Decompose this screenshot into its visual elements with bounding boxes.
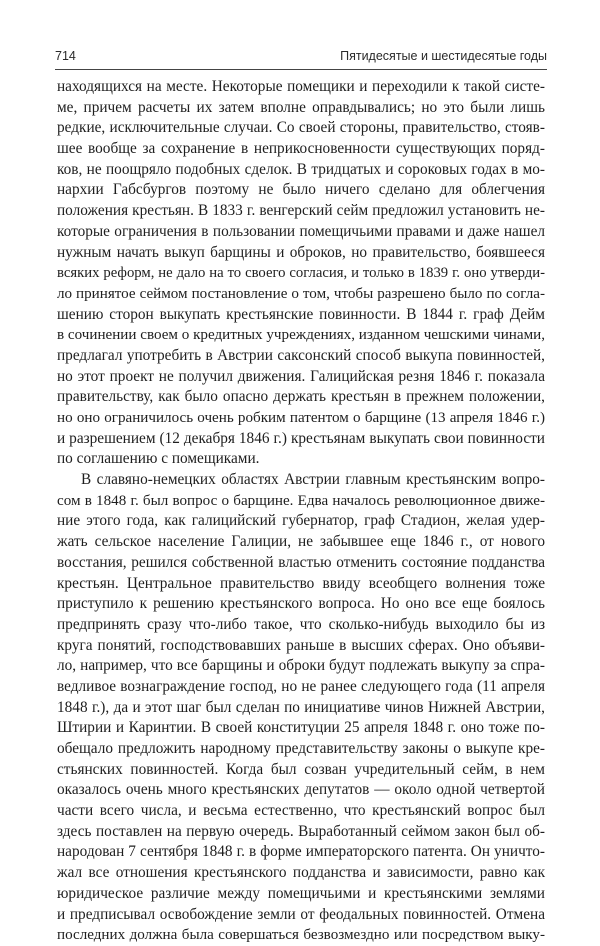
text-line: крестьян. Центральное правительство ввиду всеобщего волнения тоже	[57, 574, 545, 592]
text-line: всяких реформ, не дало на то своего согласия, и только в 1839 г. оно утверди-	[57, 265, 545, 282]
text-line: предлагал употребить в Австрии саксонский способ выкупа повинностей,	[57, 346, 545, 364]
running-title: Пятидесятые и шестидесятые годы	[340, 49, 547, 63]
text-line: нужным начать выкуп барщины и оброков, но правительство, боявшееся	[57, 243, 545, 261]
text-line: ло, например, что все барщины и оброки будут подлежать выкупу за спра-	[57, 657, 545, 675]
text-line: шению сторон выкупать крестьянские повинности. В 1844 г. граф Дейм	[57, 305, 545, 323]
text-line: в сочинении своем о кредитных учреждениях, изданном чешскими чинами,	[57, 327, 545, 344]
text-line: Штирии и Каринтии. В своей конституции 25 апреля 1848 г. оно тоже по-	[57, 719, 545, 737]
text-line: жал все отношения крестьянского подданства и зависимости, равно как	[57, 864, 545, 882]
text-line: редкие, исключительные случаи. Со своей стороны, правительство, стояв-	[57, 119, 545, 137]
header-rule	[55, 69, 547, 70]
text-line: предпринять сразу что-либо такое, что сколько-нибудь выходило бы из	[57, 615, 545, 633]
text-line: но оно ограничилось очень робким патентом о барщине (13 апреля 1846 г.)	[57, 410, 545, 426]
text-line: приступило к решению крестьянского вопроса. Но оно все еще боялось	[57, 595, 545, 613]
text-line: которые ограничения в пользовании помещичьими правами и даже нашел	[57, 222, 545, 240]
text-line: ме, причем расчеты их затем вполне оправдывались; но это были лишь	[57, 98, 545, 116]
text-line: и предписывал освобождение земли от феодальных повинностей. Отмена	[57, 905, 545, 923]
text-line: положения крестьян. В 1833 г. венгерский сейм предложил установить не-	[57, 202, 545, 220]
text-line: здесь поставлен на первую очередь. Выработанный сеймом закон был об-	[57, 822, 545, 840]
text-line: части всего числа, и весьма естественно, что крестьянский вопрос был	[57, 802, 545, 820]
text-line: но этот проект не получил движения. Галицийская резня 1846 г. показала	[57, 367, 545, 385]
text-line: и разрешением (12 декабря 1846 г.) крестьянам выкупать свои повинности	[57, 429, 545, 447]
text-line: народован 7 сентября 1848 г. в форме императорского патента. Он уничто-	[57, 843, 545, 861]
paragraph-1	[57, 77, 545, 470]
text-line: ков, не поощряло подобных сделок. В тридцатых и сороковых годах в мо-	[57, 160, 545, 178]
page-header	[55, 49, 547, 67]
text-line: 1848 г.), да и этот шаг был сделан по инициативе чинов Нижней Австрии,	[57, 698, 545, 716]
text-line: круга понятий, господствовавших раньше в высших сферах. Оно объяви-	[57, 636, 545, 654]
text-line: сом в 1848 г. был вопрос о барщине. Едва началось революционное движе-	[57, 492, 545, 509]
text-line: восстания, решился собственной властью отменить состояние подданства	[57, 553, 545, 571]
page-number: 714	[55, 49, 76, 63]
text-line: последних должна была совершаться безвозмездно или посредством выку-	[57, 927, 545, 944]
paragraph-2	[57, 470, 545, 946]
text-line: ло принятое сеймом постановление о том, чтобы разрешено было по согла-	[57, 285, 545, 302]
text-line: оказалось очень много крестьянских депутатов — около одной четвертой	[57, 781, 545, 799]
text-line: шее вообще за сохранение в неприкосновенности существующих поряд-	[57, 140, 545, 158]
text-line: обещало предложить народному представительству законы о выкупе кре-	[57, 740, 545, 757]
text-line: ведливое вознаграждение господ, но не ранее следующего года (11 апреля	[57, 677, 545, 695]
text-line: юридическое различие между помещичьими и крестьянскими землями	[57, 884, 545, 902]
text-line: ние этого года, как галицийский губернатор, граф Стадион, желая удер-	[57, 512, 545, 530]
text-line: по соглашению с помещиками.	[57, 450, 260, 468]
text-line: правительству, как было опасно держать крестьян в прежнем положении,	[57, 388, 545, 406]
text-line: В славяно-немецких областях Австрии главным крестьянским вопро-	[81, 471, 545, 489]
text-line: жать сельское население Галиции, не забывшее еще 1846 г., от нового	[57, 533, 545, 551]
text-line: стьянских повинностей. Когда был созван учредительный сейм, в нем	[57, 760, 545, 778]
text-line: находящихся на месте. Некоторые помещики и переходили к такой систе-	[57, 78, 545, 95]
body-text	[57, 77, 545, 946]
text-line: нархии Габсбургов поэтому не было ничего сделано для облегчения	[57, 181, 545, 199]
